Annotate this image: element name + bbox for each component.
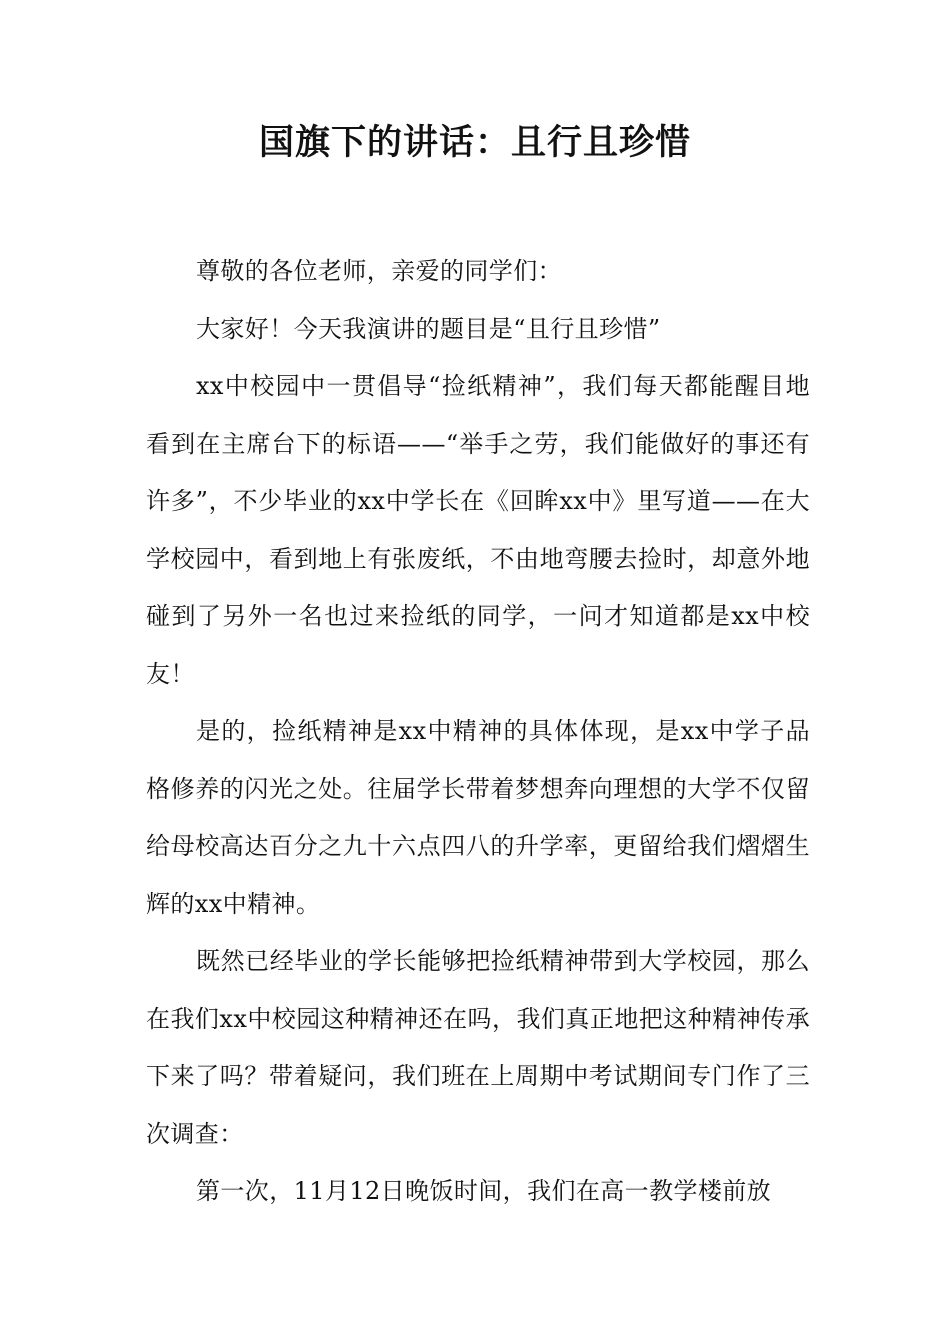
- paragraph: xx中校园中一贯倡导“捡纸精神”，我们每天都能醒目地看到在主席台下的标语——“举手之劳，我们能做好的事还有许多”，不少毕业的xx中学长在《回眸xx中》里写道——在大学校园中，看到地上有张废纸，不由地弯腰去捡时，却意外地碰到了另外一名也过来捡纸的同学，一问才知道都是xx中校友！: [146, 372, 810, 688]
- paragraph-salutation: 尊敬的各位老师，亲爱的同学们：: [196, 257, 562, 285]
- paragraph-greeting: 大家好！今天我演讲的题目是“且行且珍惜”: [196, 314, 661, 343]
- document-body: [146, 243, 810, 1221]
- document-title: 国旗下的讲话：且行且珍惜: [258, 123, 691, 163]
- paragraph: 既然已经毕业的学长能够把捡纸精神带到大学校园，那么在我们xx中校园这种精神还在吗，我们真正地把这种精神传承下来了吗？带着疑问，我们班在上周期中考试期间专门作了三次调查：: [146, 947, 810, 1148]
- paragraph: 是的，捡纸精神是xx中精神的具体体现，是xx中学子品格修养的闪光之处。往届学长带着梦想奔向理想的大学不仅留给母校高达百分之九十六点四八的升学率，更留给我们熠熠生辉的xx中精神。: [146, 717, 810, 918]
- paragraph: 第一次，11月12日晚饭时间，我们在高一教学楼前放: [196, 1177, 772, 1205]
